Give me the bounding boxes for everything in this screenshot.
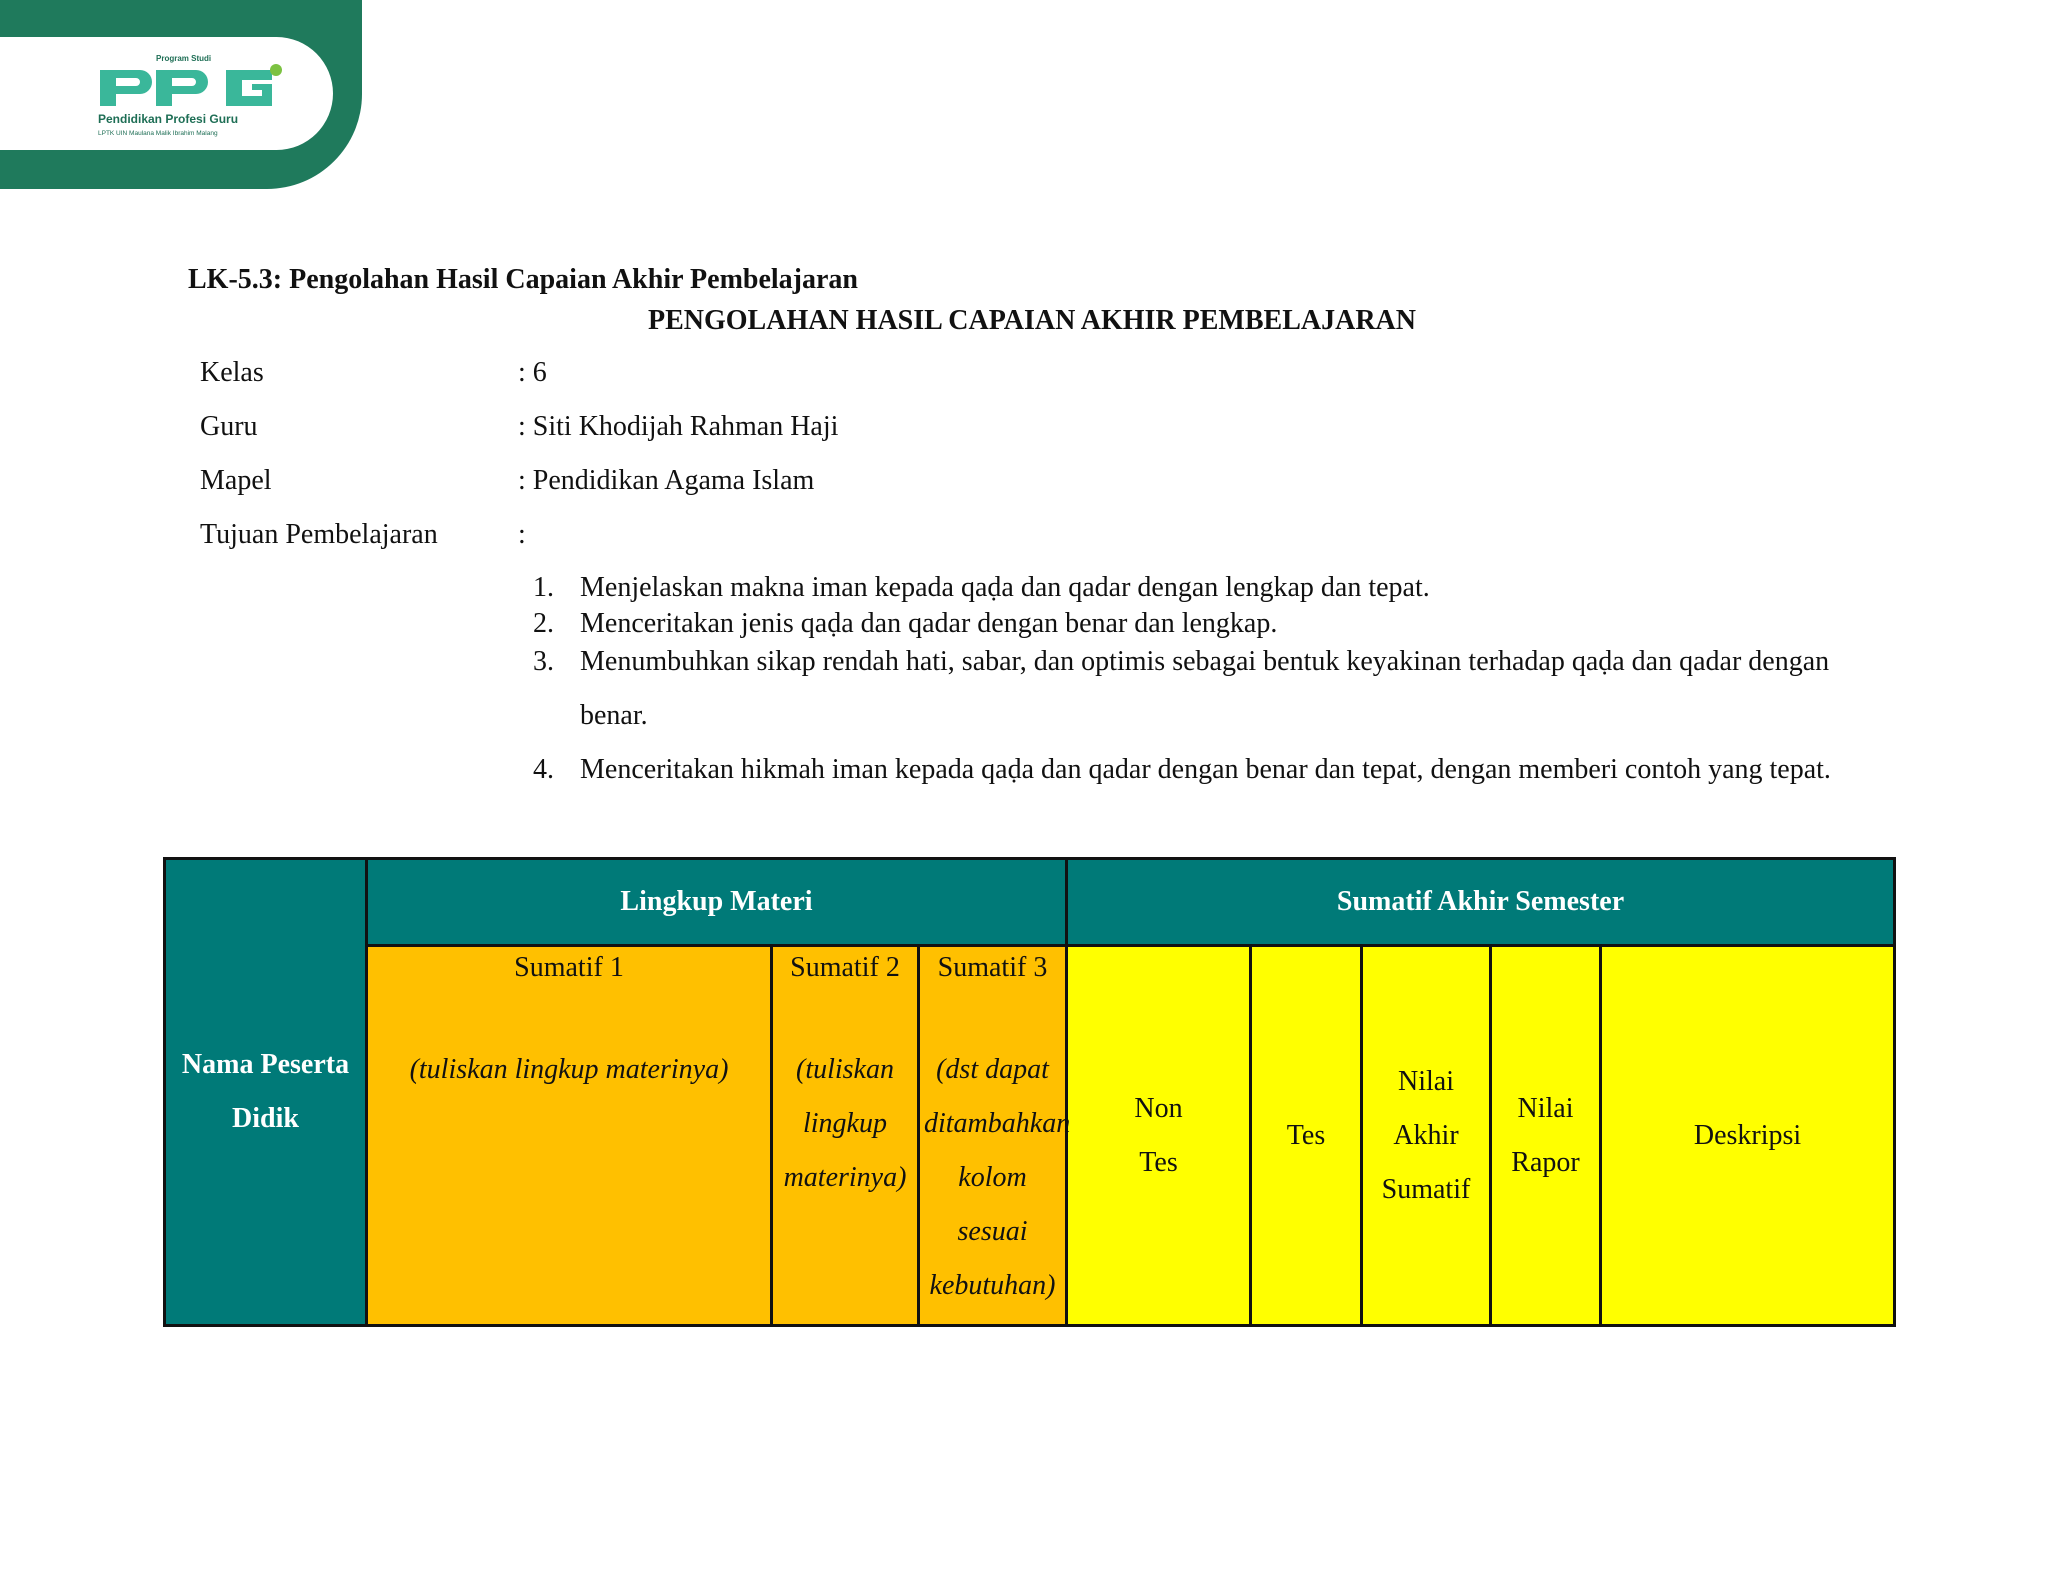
logo-title: Pendidikan Profesi Guru bbox=[98, 112, 239, 126]
mapel-value: : Pendidikan Agama Islam bbox=[518, 465, 815, 496]
cell-nilai-rapor: Nilai Rapor bbox=[1491, 946, 1601, 1326]
kelas-label: Kelas bbox=[200, 357, 264, 388]
guru-label: Guru bbox=[200, 411, 258, 442]
sumatif-2-label: Sumatif 2 bbox=[790, 952, 900, 983]
tujuan-value: : bbox=[518, 519, 526, 550]
objective-text: Menceritakan hikmah iman kepada qaḍa dan qadar dengan benar dan tepat, dengan memberi contoh yang tepat. bbox=[580, 754, 1831, 785]
cell-non-tes: Non Tes bbox=[1067, 946, 1251, 1326]
objective-number: 1. bbox=[533, 572, 554, 603]
objective-item bbox=[533, 743, 1833, 797]
document-title: PENGOLAHAN HASIL CAPAIAN AKHIR PEMBELAJARAN bbox=[648, 305, 1416, 336]
objective-number: 2. bbox=[533, 608, 554, 639]
cell-deskripsi: Deskripsi bbox=[1601, 946, 1895, 1326]
cell-nilai-akhir-sumatif: Nilai Akhir Sumatif bbox=[1362, 946, 1491, 1326]
logo-subtitle: LPTK UIN Maulana Malik Ibrahim Malang bbox=[98, 130, 218, 137]
logo-program-label: Program Studi bbox=[156, 54, 212, 63]
mapel-label: Mapel bbox=[200, 465, 272, 496]
header-sumatif-akhir-semester: Sumatif Akhir Semester bbox=[1067, 859, 1895, 946]
objective-number: 4. bbox=[533, 754, 554, 785]
guru-value: : Siti Khodijah Rahman Haji bbox=[518, 411, 839, 442]
objective-item bbox=[533, 570, 1833, 606]
ppg-logo-icon bbox=[96, 62, 286, 112]
header-nama-peserta-didik: Nama Peserta Didik bbox=[165, 859, 367, 1326]
objective-item bbox=[533, 635, 1833, 743]
cell-sumatif-1 bbox=[367, 946, 772, 1326]
cell-sumatif-2 bbox=[772, 946, 919, 1326]
worksheet-label: LK-5.3: Pengolahan Hasil Capaian Akhir Pembelajaran bbox=[188, 264, 858, 295]
cell-sumatif-3 bbox=[919, 946, 1071, 1326]
sumatif-2-note: (tuliskan lingkup materinya) bbox=[783, 1054, 907, 1193]
assessment-table bbox=[163, 857, 1896, 1327]
table-subheader-row bbox=[165, 946, 1895, 1326]
objective-text: Menjelaskan makna iman kepada qaḍa dan qadar dengan lengkap dan tepat. bbox=[580, 572, 1430, 603]
objective-number: 3. bbox=[533, 646, 554, 677]
sumatif-3-label: Sumatif 3 bbox=[937, 952, 1048, 983]
cell-tes: Tes bbox=[1251, 946, 1362, 1326]
learning-objectives-list bbox=[533, 570, 1833, 797]
ppg-logo bbox=[96, 52, 286, 142]
objective-text: Menumbuhkan sikap rendah hati, sabar, dan optimis sebagai bentuk keyakinan terhadap qaḍa dan qadar dengan benar. bbox=[580, 646, 1830, 731]
kelas-value: : 6 bbox=[518, 357, 547, 388]
tujuan-label: Tujuan Pembelajaran bbox=[200, 519, 438, 550]
sumatif-3-note: (dst dapat ditambahkan kolom sesuai kebutuhan) bbox=[924, 1054, 1071, 1301]
objective-text: Menceritakan jenis qaḍa dan qadar dengan benar dan lengkap. bbox=[580, 608, 1278, 639]
sumatif-1-note: (tuliskan lingkup materinya) bbox=[409, 1054, 729, 1085]
header-lingkup-materi: Lingkup Materi bbox=[367, 859, 1067, 946]
sumatif-1-label: Sumatif 1 bbox=[514, 952, 624, 983]
table-header-row bbox=[165, 859, 1895, 946]
